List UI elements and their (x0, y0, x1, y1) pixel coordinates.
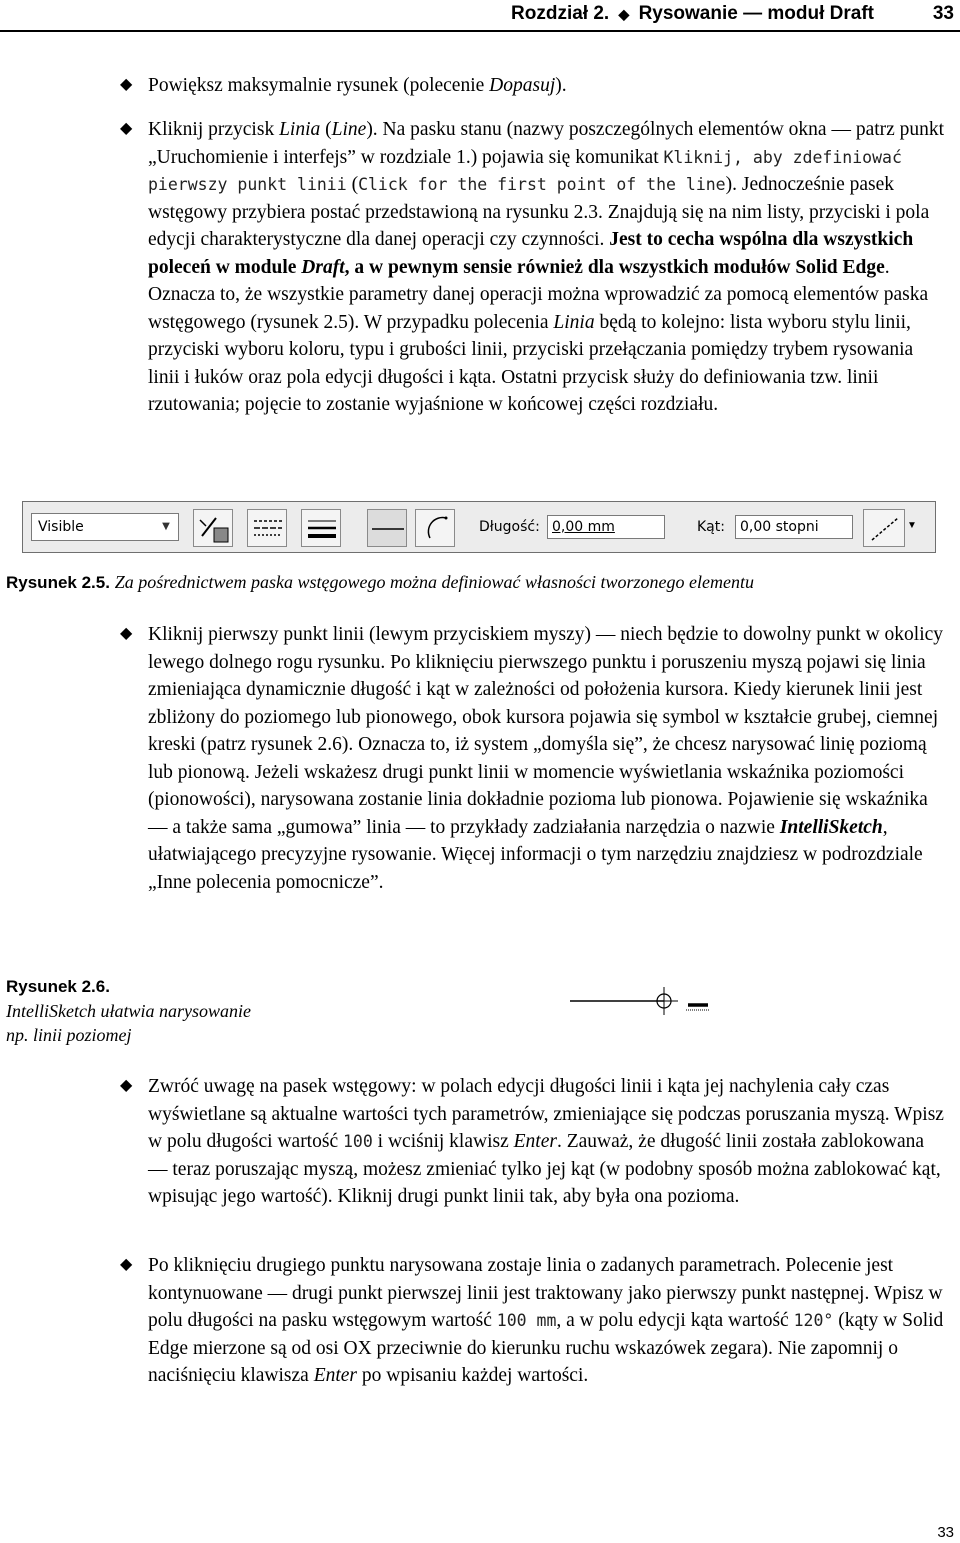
ribbon-toolbar (22, 501, 936, 553)
intellisketch-figure (568, 984, 718, 1024)
diamond-bullet-icon: ◆ (120, 76, 133, 93)
line-style-select[interactable]: Visible ▼ (31, 513, 179, 541)
line-width-button[interactable] (301, 509, 341, 547)
page-number: 33 (937, 1524, 954, 1541)
header-page-number: 33 (932, 3, 954, 24)
angle-label: Kąt: (697, 519, 725, 535)
chapter-number: Rozdział 2. (511, 3, 610, 24)
diamond-bullet-icon: ◆ (120, 1077, 133, 1094)
diamond-icon: ◆ (618, 6, 630, 22)
chevron-down-icon[interactable]: ▼ (907, 520, 917, 531)
line-color-button[interactable] (193, 509, 233, 547)
list-item-text: Zwróć uwagę na pasek wstęgowy: w polach edycji długości linii i kąta jej nachylenia cały czas wyświetlane są aktualne wartości tych parametrów, zmieniające się podczas poruszania myszą. Wpisz w polu długości wartość 100 i wciśnij klawisz Enter. Zauważ, że długość linii została zablokowana — teraz poruszając myszą, możesz zmieniać tylko jej kąt (w podobny sposób można zablokować kąt, wpisując jego wartość). Kliknij drugi punkt linii tak, aby była ona pozioma. (148, 1076, 944, 1207)
projection-line-button[interactable] (863, 509, 905, 547)
line-color-icon (194, 510, 234, 548)
chevron-down-icon: ▼ (162, 521, 170, 532)
line-mode-button[interactable] (367, 509, 407, 547)
list-item-text: Kliknij przycisk Linia (Line). Na pasku stanu (nazwy poszczególnych elementów okna — patrz punkt „Uruchomienie i interfejs” w rozdziale 1.) pojawia się komunikat Kliknij, aby zdefiniować pierwszy punkt linii (Click for the first point of the line). Jednocześnie pasek wstęgowy przybiera postać przedstawioną na rysunku 2.3. Znajdują się na nim listy, przyciski i pola edycji charakterystyczne dla danej operacji czy czynności. Jest to cecha wspólna dla wszystkich poleceń w module Draft, a w pewnym sensie również dla wszystkich modułów Solid Edge. Oznacza to, że wszystkie parametry danej operacji można wprowadzić za pomocą elementów paska wstęgowego (rysunek 2.5). W przypadku polecenia Linia będą to kolejno: lista wyboru stylu linii, przyciski wyboru koloru, typu i grubości linii, przyciski przełączania pomiędzy trybem rysowania linii i łuków oraz pola edycji długości i kąta. Ostatni przycisk służy do definiowania tzw. linii rzutowania; pojęcie to zostanie wyjaśnione w końcowej części rozdziału. (148, 119, 945, 415)
line-type-button[interactable] (247, 509, 287, 547)
diamond-bullet-icon: ◆ (120, 625, 133, 642)
projection-line-icon (864, 510, 906, 548)
list-item-text: Powiększ maksymalnie rysunek (polecenie Dopasuj). (148, 75, 567, 96)
list-item-text: Po kliknięciu drugiego punktu narysowana zostaje linia o zadanych parametrach. Polecenie jest kontynuowane — drugi punkt pierwszej linii jest traktowany jako pierwszy punkt następnej. Wpisz w polu długości na pasku wstęgowym wartość 100 mm, a w polu edycji kąta wartość 120° (kąty w Solid Edge mierzone są od osi OX przeciwnie do kierunku ruchu wskazówek zegara). Nie zapomnij o naciśnięciu klawisza Enter po wpisaniu każdej wartości. (148, 1255, 944, 1386)
title-dash: — (743, 3, 763, 24)
angle-input[interactable]: 0,00 stopni (735, 515, 853, 539)
line-mode-icon (368, 510, 408, 548)
length-input[interactable]: 0,00 mm (547, 515, 665, 539)
figure-description: IntelliSketch ułatwia narysowanie (6, 1001, 251, 1021)
figure-label: Rysunek 2.5. (6, 573, 110, 592)
figure-description: np. linii poziomej (6, 1025, 132, 1045)
list-item-text: Kliknij pierwszy punkt linii (lewym przyciskiem myszy) — niech będzie to dowolny punkt w okolicy lewego dolnego rogu rysunku. Po kliknięciu pierwszego punktu i poruszeniu myszą pojawi się linia zmieniająca dynamicznie długość i kąt w zależności od położenia kursora. Kiedy kierunek linii jest zbliżony do poziomego lub pionowego, obok kursora pojawia się symbol w kształcie grubej, ciemnej kreski (patrz rysunek 2.6). Oznacza to, iż system „domyśla się”, że chcesz narysować linię poziomą lub pionową. Jeżeli wskażesz drugi punkt linii w momencie wyświetlania wskaźnika poziomości (pionowości), narysowana zostanie linia dokładnie pozioma lub pionowa. Pojawienie się wskaźnika — a także sama „gumowa” linia — to przykłady zadziałania narzędzia o nazwie IntelliSketch, ułatwiającego precyzyjne rysowanie. Więcej informacji o tym narzędziu znajdziesz w podrozdziale „Inne polecenia pomocnicze”. (148, 624, 944, 893)
diamond-bullet-icon: ◆ (120, 120, 133, 137)
chapter-title-part2: moduł Draft (767, 3, 874, 24)
arc-mode-icon (416, 510, 456, 548)
chapter-title (511, 3, 874, 25)
diamond-bullet-icon: ◆ (120, 1256, 133, 1273)
figure-caption (6, 572, 754, 594)
figure-description: Za pośrednictwem paska wstęgowego można definiować własności tworzonego elementu (114, 572, 754, 592)
page-header (0, 0, 960, 32)
chapter-title-part1: Rysowanie (638, 3, 738, 24)
arc-mode-button[interactable] (415, 509, 455, 547)
line-type-icon (248, 510, 288, 548)
length-label: Długość: (479, 519, 540, 535)
figure-label: Rysunek 2.6. (6, 977, 110, 996)
figure-caption (6, 975, 316, 1047)
line-width-icon (302, 510, 342, 548)
